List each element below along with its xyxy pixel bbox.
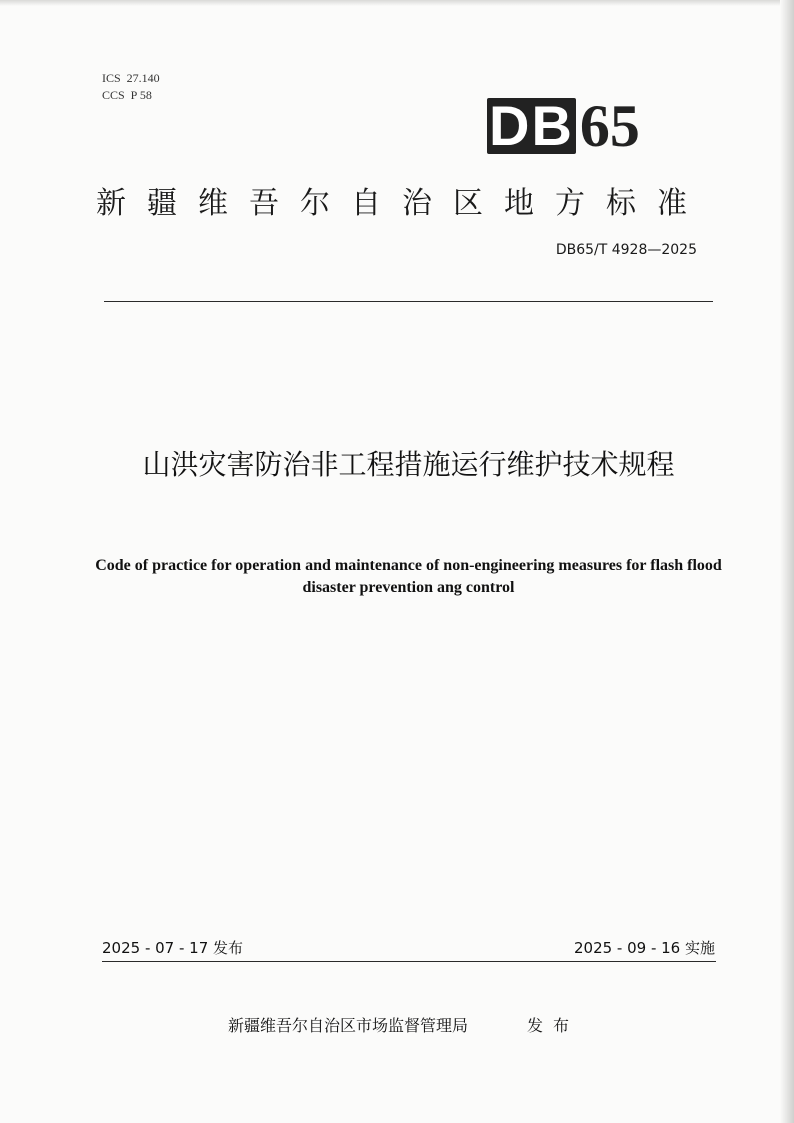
db65-logo — [487, 92, 640, 162]
publisher-action: 发布 — [527, 1016, 580, 1035]
implementation-date: 2025 - 09 - 16 实施 — [573, 939, 715, 957]
top-divider — [104, 301, 713, 302]
bottom-divider — [102, 961, 716, 962]
title-chinese: 山洪灾害防治非工程措施运行维护技术规程 — [142, 448, 675, 481]
standard-type-heading: 新疆维吾尔自治区地方标准 — [96, 186, 708, 221]
issue-date: 2025 - 07 - 17 发布 — [102, 939, 244, 957]
scan-edge-right — [780, 0, 794, 1123]
logo-letters: DB — [489, 94, 574, 157]
ccs-code: CCS P 58 — [102, 88, 152, 102]
standard-number: DB65/T 4928—2025 — [555, 242, 697, 258]
classification-block — [102, 70, 160, 104]
scan-edge-top — [0, 0, 794, 6]
publisher-name: 新疆维吾尔自治区市场监督管理局 — [228, 1016, 469, 1035]
logo-number: 65 — [579, 93, 640, 159]
ics-code: ICS 27.140 — [102, 71, 160, 85]
title-english: Code of practice for operation and maintenance of non-engineering measures for flash flood disaster prevention ang control — [95, 557, 722, 596]
